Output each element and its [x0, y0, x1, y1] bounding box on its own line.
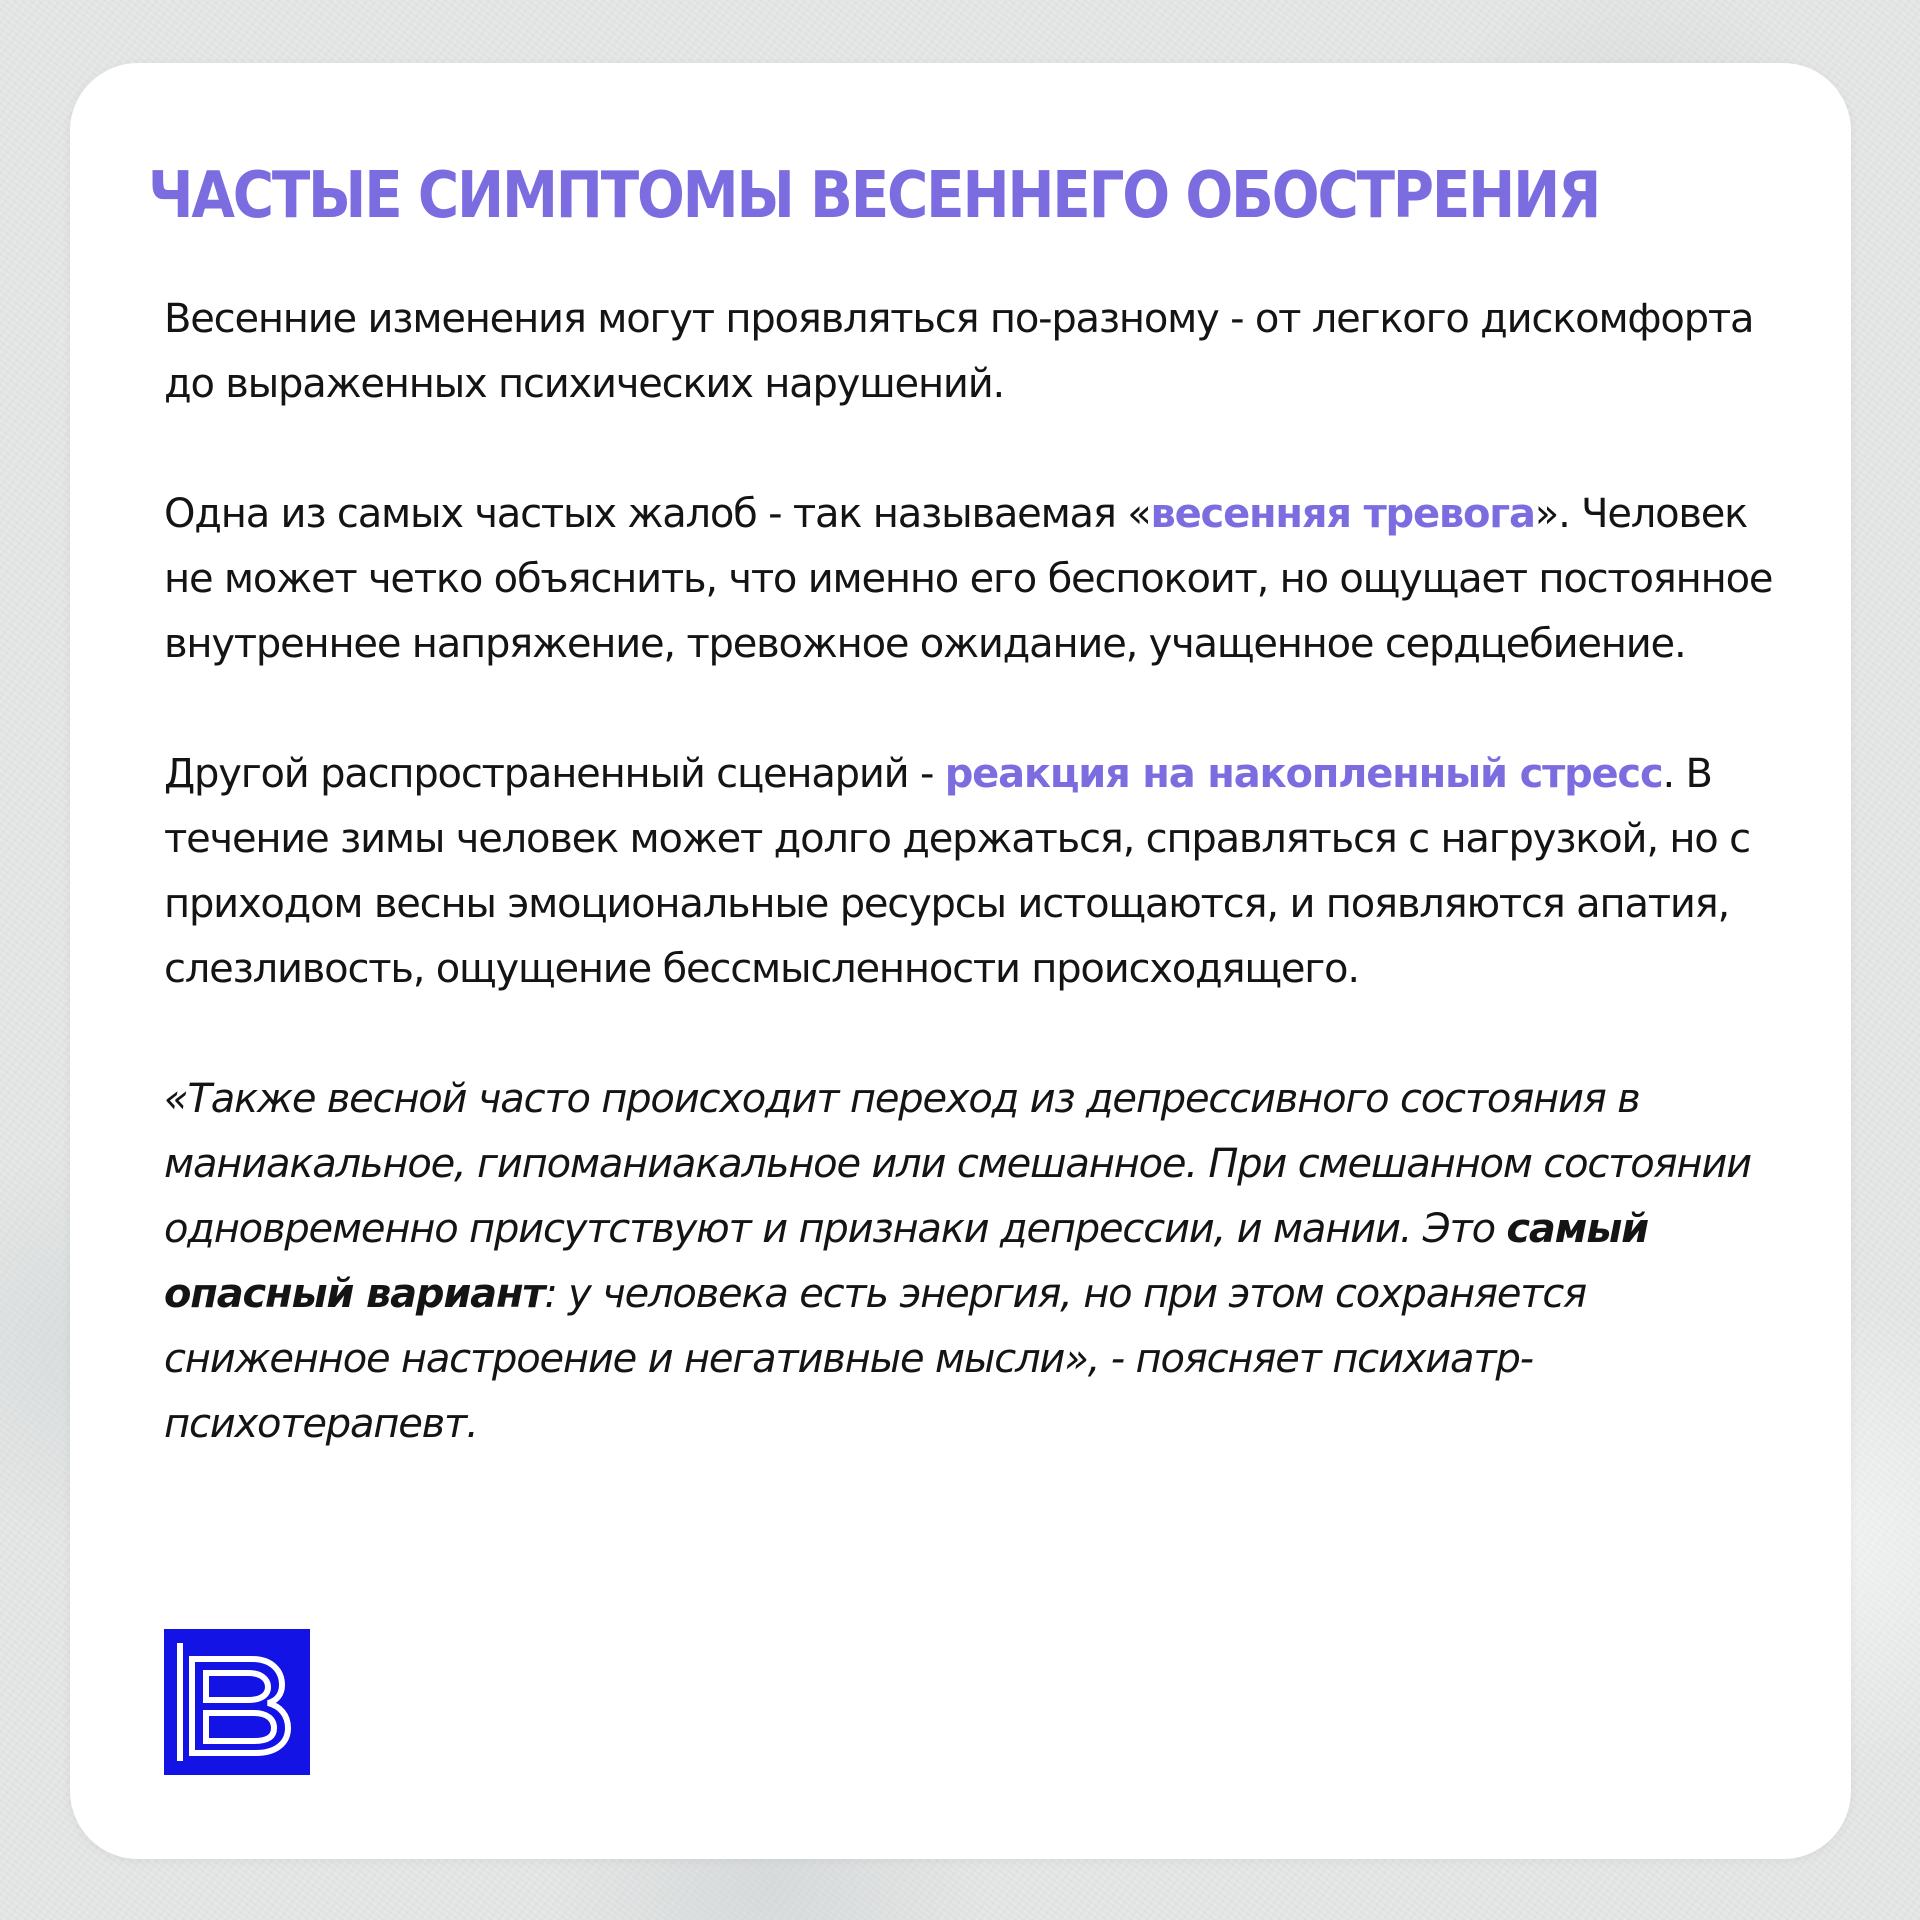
content-card — [70, 63, 1851, 1859]
quote-emphasis: самый опасный вариант — [164, 1206, 1649, 1317]
article-body — [164, 287, 1784, 1522]
highlight-spring-anxiety: весенняя тревога — [1150, 491, 1535, 537]
paragraph-intro: Весенние изменения могут проявляться по-разному - от легкого дискомфорта до выраженных психических нарушений. — [164, 296, 1754, 407]
expert-quote — [164, 1067, 1784, 1457]
quote-text: «Также весной часто происходит переход из депрессивного состояния в маниакальное, гипоманиакальное или смешанное. При смешанном состоянии одновременно присутствуют и признаки депрессии, и мании. Это — [164, 1076, 1751, 1252]
quote-text: : у человека есть энергия, но при этом сохраняется сниженное настроение и негативные мысли», - поясняет психиатр-психотерапевт. — [164, 1271, 1587, 1447]
paragraph-text: Другой распространенный сценарий - — [164, 751, 945, 797]
paragraph-text: ». Человек не может четко объяснить, что именно его беспокоит, но ощущает постоянное внутреннее напряжение, тревожное ожидание, учащенное сердцебиение. — [164, 491, 1773, 667]
brand-logo-icon — [164, 1629, 310, 1775]
paragraph-accumulated-stress — [164, 742, 1784, 1002]
highlight-accumulated-stress: реакция на накопленный стресс — [944, 751, 1663, 797]
paragraph-text: . В течение зимы человек может долго держаться, справляться с нагрузкой, но с приходом весны эмоциональные ресурсы истощаются, и появляются апатия, слезливость, ощущение бессмысленности происходящего. — [164, 751, 1750, 992]
page-title: ЧАСТЫЕ СИМПТОМЫ ВЕСЕННЕГО ОБОСТРЕНИЯ — [148, 159, 1600, 233]
paragraph-text: Одна из самых частых жалоб - так называемая « — [164, 491, 1151, 537]
paragraph-spring-anxiety — [164, 482, 1784, 677]
